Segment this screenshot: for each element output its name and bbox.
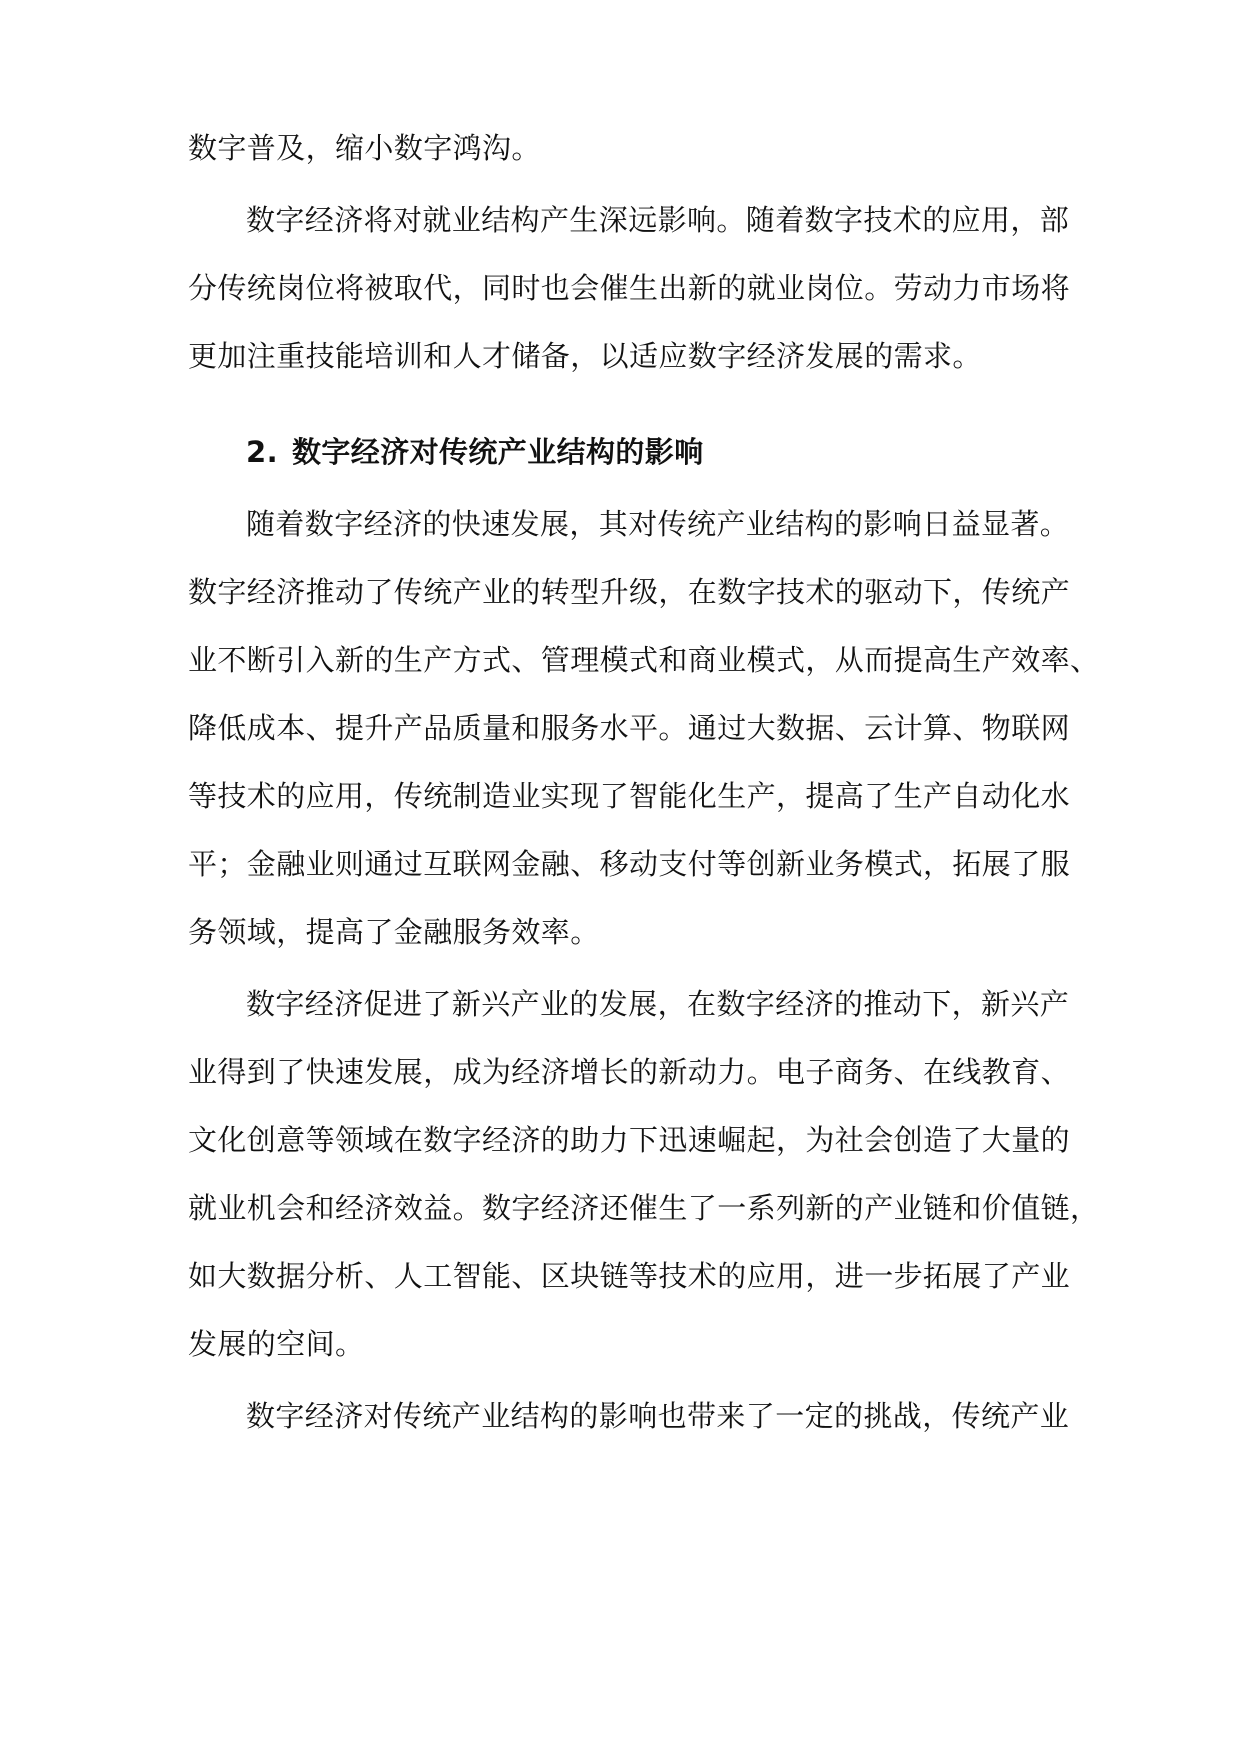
- paragraph-line: 文化创意等领域在数字经济的助力下迅速崛起，为社会创造了大量的: [188, 1123, 1071, 1157]
- paragraph-line: 就业机会和经济效益。数字经济还催生了一系列新的产业链和价值链，: [188, 1191, 1100, 1225]
- paragraph-line: 分传统岗位将被取代，同时也会催生出新的就业岗位。劳动力市场将: [188, 271, 1071, 305]
- section-title: 数字经济对传统产业结构的影响: [292, 435, 704, 469]
- section-number: 2.: [246, 435, 278, 469]
- paragraph-line: 数字经济推动了传统产业的转型升级，在数字技术的驱动下，传统产: [188, 575, 1071, 609]
- paragraph-line: 数字经济促进了新兴产业的发展，在数字经济的推动下，新兴产: [246, 987, 1070, 1021]
- paragraph-line: 务领域，提高了金融服务效率。: [188, 915, 600, 949]
- section-heading: [246, 432, 704, 472]
- paragraph-line: 业得到了快速发展，成为经济增长的新动力。电子商务、在线教育、: [188, 1055, 1071, 1089]
- paragraph-line: 平；金融业则通过互联网金融、移动支付等创新业务模式，拓展了服: [188, 847, 1071, 881]
- paragraph-line: 数字普及，缩小数字鸿沟。: [188, 131, 541, 165]
- paragraph-line: 等技术的应用，传统制造业实现了智能化生产，提高了生产自动化水: [188, 779, 1071, 813]
- paragraph-line: 发展的空间。: [188, 1327, 365, 1361]
- paragraph-line: 数字经济对传统产业结构的影响也带来了一定的挑战，传统产业: [246, 1399, 1070, 1433]
- paragraph-line: 业不断引入新的生产方式、管理模式和商业模式，从而提高生产效率、: [188, 643, 1100, 677]
- paragraph-line: 更加注重技能培训和人才储备，以适应数字经济发展的需求。: [188, 339, 982, 373]
- paragraph-line: 随着数字经济的快速发展，其对传统产业结构的影响日益显著。: [246, 507, 1070, 541]
- paragraph-line: 数字经济将对就业结构产生深远影响。随着数字技术的应用，部: [246, 203, 1070, 237]
- paragraph-line: 降低成本、提升产品质量和服务水平。通过大数据、云计算、物联网: [188, 711, 1071, 745]
- paragraph-line: 如大数据分析、人工智能、区块链等技术的应用，进一步拓展了产业: [188, 1259, 1071, 1293]
